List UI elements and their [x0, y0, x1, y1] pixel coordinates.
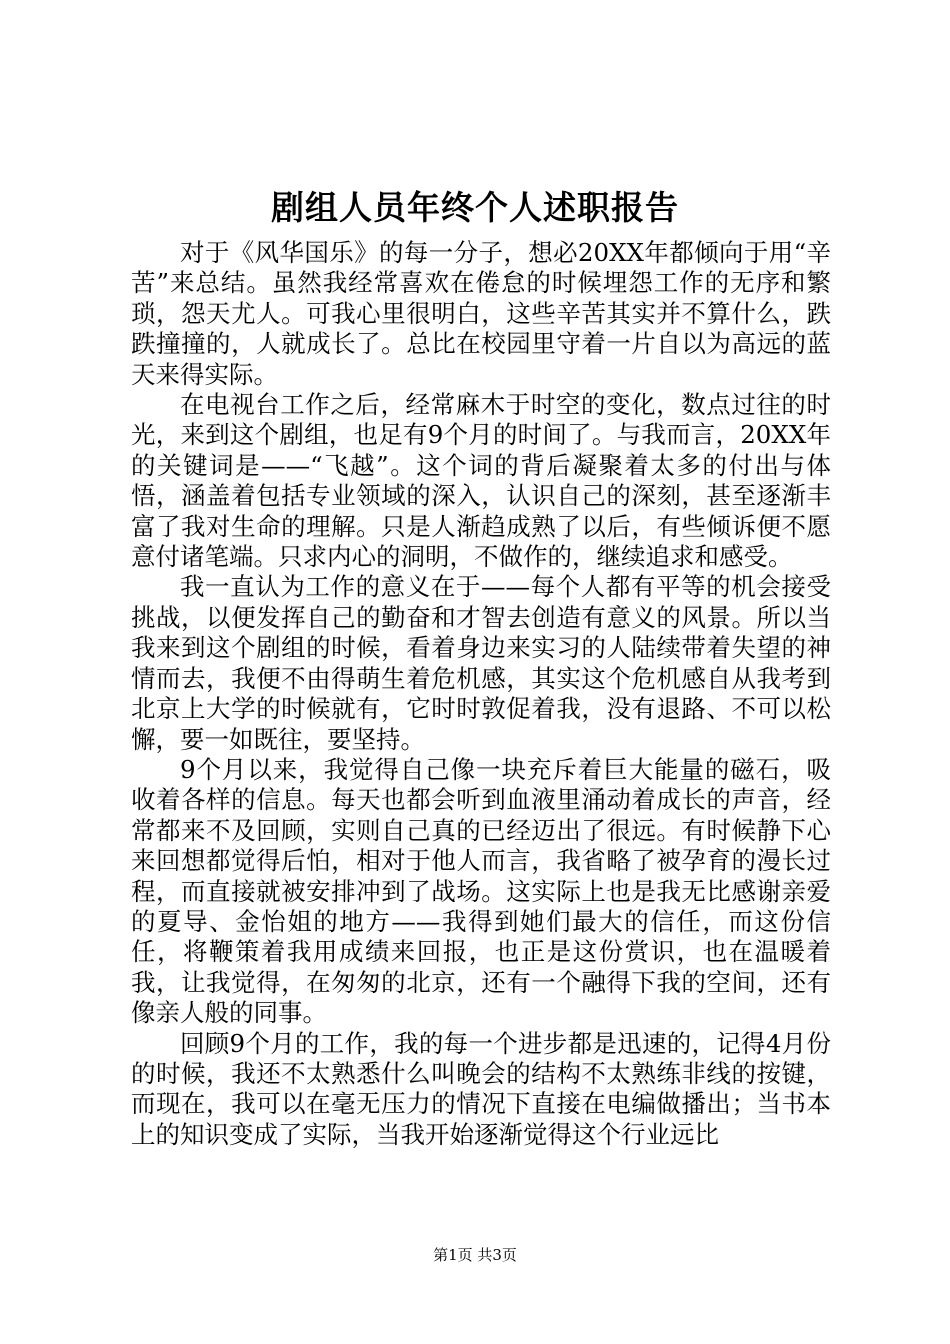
- document-body: [131, 238, 831, 1150]
- page-number-footer: 第1页 共3页: [433, 1246, 517, 1264]
- document-title: 剧组人员年终个人述职报告: [271, 188, 679, 227]
- paragraph-5: 回顾9个月的工作，我的每一个进步都是迅速的，记得4月份的时候，我还不太熟悉什么叫晚会的结构不太熟练非线的按键，而现在，我可以在毫无压力的情况下直接在电编做播出；当书本上的知识变成了实际，当我开始逐渐觉得这个行业远比: [131, 1028, 831, 1149]
- paragraph-3: 我一直认为工作的意义在于——每个人都有平等的机会接受挑战，以便发挥自己的勤奋和才智去创造有意义的风景。所以当我来到这个剧组的时候，看着身边来实习的人陆续带着失望的神情而去，我便不由得萌生着危机感，其实这个危机感自从我考到北京上大学的时候就有，它时时敦促着我，没有退路、不可以松懈，要一如既往，要坚持。: [131, 572, 831, 754]
- paragraph-1: 对于《风华国乐》的每一分子，想必20XX年都倾向于用“辛苦”来总结。虽然我经常喜欢在倦怠的时候埋怨工作的无序和繁琐，怨天尤人。可我心里很明白，这些辛苦其实并不算什么，跌跌撞撞的，人就成长了。总比在校园里守着一片自以为高远的蓝天来得实际。: [131, 238, 831, 389]
- paragraph-4: 9个月以来，我觉得自己像一块充斥着巨大能量的磁石，吸收着各样的信息。每天也都会听到血液里涌动着成长的声音，经常都来不及回顾，实则自己真的已经迈出了很远。有时候静下心来回想都觉得后怕，相对于他人而言，我省略了被孕育的漫长过程，而直接就被安排冲到了战场。这实际上也是我无比感谢亲爱的夏导、金怡姐的地方——我得到她们最大的信任，而这份信任，将鞭策着我用成绩来回报，也正是这份赏识，也在温暖着我，让我觉得，在匆匆的北京，还有一个融得下我的空间，还有像亲人般的同事。: [131, 754, 831, 1028]
- paragraph-2: 在电视台工作之后，经常麻木于时空的变化，数点过往的时光，来到这个剧组，也足有9个月的时间了。与我而言，20XX年的关键词是——“飞越”。这个词的背后凝聚着太多的付出与体悟，涵盖着包括专业领域的深入，认识自己的深刻，甚至逐渐丰富了我对生命的理解。只是人渐趋成熟了以后，有些倾诉便不愿意付诸笔端。只求内心的洞明，不做作的，继续追求和感受。: [131, 390, 831, 572]
